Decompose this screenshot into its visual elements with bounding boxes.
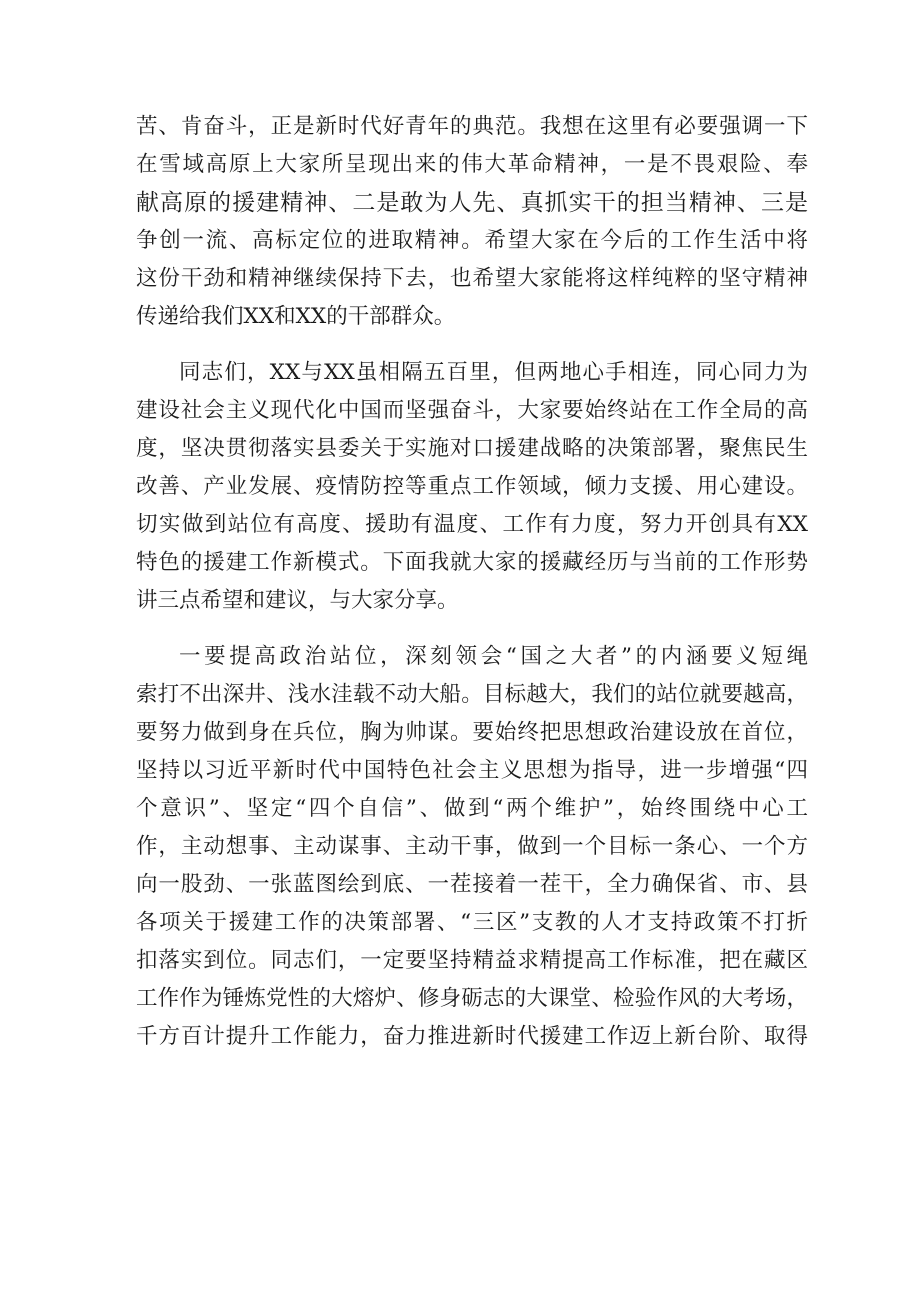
text-line: 争创一流、高标定位的进取精神。希望大家在今后的工作生活中将 (136, 228, 808, 253)
text-line: 作，主动想事、主动谋事、主动干事，做到一个目标一条心、一个方 (136, 834, 808, 859)
text-line: 向一股劲、一张蓝图绘到底、一茬接着一茬干，全力确保省、市、县 (136, 872, 808, 897)
document-body (136, 108, 808, 1056)
paragraph-gap (136, 336, 808, 354)
text-line: 要努力做到身在兵位，胸为帅谋。要始终把思想政治建设放在首位， (136, 720, 808, 745)
text-line: 这份干劲和精神继续保持下去，也希望大家能将这样纯粹的坚守精神 (136, 266, 808, 291)
paragraph (136, 638, 808, 1056)
text-line: 献高原的援建精神、二是敢为人先、真抓实干的担当精神、三是 (136, 190, 808, 216)
text-line: 切实做到站位有高度、援助有温度、工作有力度，努力开创具有XX (136, 512, 808, 537)
text-line: 索打不出深井、浅水洼载不动大船。目标越大，我们的站位就要越高， (136, 682, 808, 707)
paragraph (136, 354, 808, 620)
text-line: 个意识”、坚定“四个自信”、做到“两个维护”，始终围绕中心工 (136, 796, 808, 821)
text-line: 苦、肯奋斗，正是新时代好青年的典范。我想在这里有必要强调一下 (136, 114, 808, 139)
text-line: 扣落实到位。同志们，一定要坚持精益求精提高工作标准，把在藏区 (136, 948, 808, 973)
text-line: 改善、产业发展、疫情防控等重点工作领域，倾力支援、用心建设。 (136, 474, 808, 499)
text-line: 一要提高政治站位，深刻领会“国之大者”的内涵要义短绳 (179, 644, 808, 669)
paragraph-gap (136, 620, 808, 638)
paragraph (136, 108, 808, 336)
text-line: 工作作为锤炼党性的大熔炉、修身砺志的大课堂、检验作风的大考场， (136, 986, 808, 1011)
text-line: 特色的援建工作新模式。下面我就大家的援藏经历与当前的工作形势 (136, 550, 808, 575)
text-line: 千方百计提升工作能力，奋力推进新时代援建工作迈上新台阶、取得 (136, 1024, 808, 1049)
text-line: 在雪域高原上大家所呈现出来的伟大革命精神，一是不畏艰险、奉 (136, 152, 808, 177)
text-line: 讲三点希望和建议，与大家分享。 (136, 588, 459, 613)
text-line: 度，坚决贯彻落实县委关于实施对口援建战略的决策部署，聚焦民生 (136, 436, 808, 461)
text-line: 同志们，XX与XX虽相隔五百里，但两地心手相连，同心同力为 (179, 360, 808, 385)
text-line: 各项关于援建工作的决策部署、“三区”支教的人才支持政策不打折 (136, 910, 808, 935)
text-line: 传递给我们XX和XX的干部群众。 (136, 304, 456, 329)
text-line: 建设社会主义现代化中国而坚强奋斗，大家要始终站在工作全局的高 (136, 398, 808, 423)
text-line: 坚持以习近平新时代中国特色社会主义思想为指导，进一步增强“四 (136, 758, 808, 783)
